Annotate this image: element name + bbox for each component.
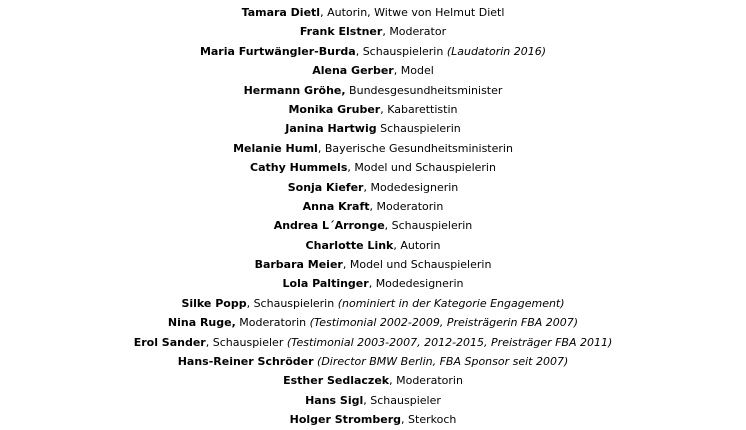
guest-separator: , (401, 413, 409, 427)
guest-role: Bayerische Gesundheitsministerin (324, 141, 513, 155)
guest-separator: , (342, 258, 350, 272)
guest-name: Hans-Reiner Schröder (177, 355, 314, 369)
guest-role: Moderator (389, 25, 447, 39)
guest-separator: , (369, 199, 377, 213)
guest-role: Moderatorin (376, 199, 444, 213)
guest-entry (0, 216, 746, 235)
guest-name: Charlotte Link (305, 238, 394, 252)
guest-entry (0, 333, 746, 352)
guest-role: Model und Schauspielerin (349, 258, 492, 272)
guest-separator: , (246, 296, 254, 310)
guest-note: (Laudatorin 2016) (446, 44, 547, 58)
guest-entry (0, 3, 746, 22)
guest-separator: , (384, 219, 392, 233)
guest-name: Melanie Huml (233, 141, 318, 155)
guest-name: Hermann Gröhe, (243, 83, 346, 97)
guest-name: Holger Stromberg (289, 413, 402, 427)
guest-name: Cathy Hummels (250, 161, 348, 175)
guest-role: Schauspieler (370, 393, 441, 407)
guest-entry (0, 197, 746, 216)
guest-role: Modedesignerin (370, 180, 459, 194)
guest-role: Moderatorin (396, 374, 463, 388)
guest-note: (Director BMW Berlin, FBA Sponsor seit 2007) (317, 355, 569, 369)
guest-name: Hans Sigl (305, 393, 364, 407)
guest-note: (nominiert in der Kategorie Engagement) (337, 296, 565, 310)
guest-name: Sonja Kiefer (287, 180, 364, 194)
guest-separator: , (355, 44, 363, 58)
guest-entry (0, 61, 746, 80)
guest-role: Moderatorin (239, 316, 310, 330)
guest-entry (0, 22, 746, 41)
guest-entry (0, 178, 746, 197)
guest-name: Lola Paltinger (282, 277, 369, 291)
guest-name: Tamara Dietl (241, 6, 321, 19)
guest-name: Andrea L´Arronge (273, 219, 385, 233)
guest-name: Monika Gruber (288, 102, 381, 116)
guest-separator: , (393, 238, 401, 252)
guest-separator: , (205, 335, 213, 349)
guest-separator: , (363, 393, 371, 407)
guest-role: Schauspielerin (362, 44, 447, 58)
guest-entry (0, 236, 746, 255)
guest-name: Janina Hartwig (285, 122, 377, 136)
guest-entry (0, 42, 746, 61)
guest-entry (0, 100, 746, 119)
guest-entry (0, 391, 746, 410)
guest-name: Barbara Meier (254, 258, 343, 272)
guest-separator: , (393, 64, 401, 78)
guest-name: Silke Popp (181, 296, 247, 310)
guest-role: Autorin, Witwe von Helmut Dietl (327, 6, 505, 19)
guest-separator: , (389, 374, 397, 388)
guest-separator: , (363, 180, 371, 194)
guest-name: Maria Furtwängler-Burda (199, 44, 356, 58)
guest-separator: , (320, 6, 328, 19)
guest-name: Erol Sander (133, 335, 206, 349)
guest-note: (Testimonial 2002-2009, Preisträgerin FBA 2007) (309, 316, 579, 330)
guest-entry (0, 158, 746, 177)
guest-separator: , (368, 277, 376, 291)
guest-role: Bundesgesundheitsminister (349, 83, 503, 97)
guest-entry (0, 139, 746, 158)
guest-entry (0, 81, 746, 100)
guest-entry (0, 294, 746, 313)
guest-role: Schauspieler (212, 335, 287, 349)
guest-role: Schauspielerin (391, 219, 473, 233)
guest-role: Modedesignerin (375, 277, 464, 291)
guest-note: (Testimonial 2003-2007, 2012-2015, Preisträger FBA 2011) (286, 335, 613, 349)
guest-separator: , (382, 25, 390, 39)
guest-role: Model und Schauspielerin (354, 161, 496, 175)
guest-name: Esther Sedlaczek (283, 374, 390, 388)
guest-entry (0, 274, 746, 293)
guest-entry (0, 255, 746, 274)
guest-name: Anna Kraft (302, 199, 370, 213)
guest-name: Nina Ruge, (167, 316, 236, 330)
guest-role: Model (400, 64, 434, 78)
guest-role: Autorin (400, 238, 441, 252)
guest-entry (0, 313, 746, 332)
guest-name: Frank Elstner (299, 25, 383, 39)
guest-separator: , (317, 141, 325, 155)
guest-entry (0, 352, 746, 371)
guest-entry (0, 410, 746, 429)
guest-role: Schauspielerin (380, 122, 461, 136)
guest-separator: , (380, 102, 388, 116)
guest-list (0, 3, 746, 430)
guest-role: Sterkoch (408, 413, 457, 427)
guest-name: Alena Gerber (312, 64, 394, 78)
guest-entry (0, 371, 746, 390)
guest-separator: , (347, 161, 355, 175)
guest-entry (0, 119, 746, 138)
guest-role: Kabarettistin (387, 102, 458, 116)
guest-role: Schauspielerin (253, 296, 338, 310)
